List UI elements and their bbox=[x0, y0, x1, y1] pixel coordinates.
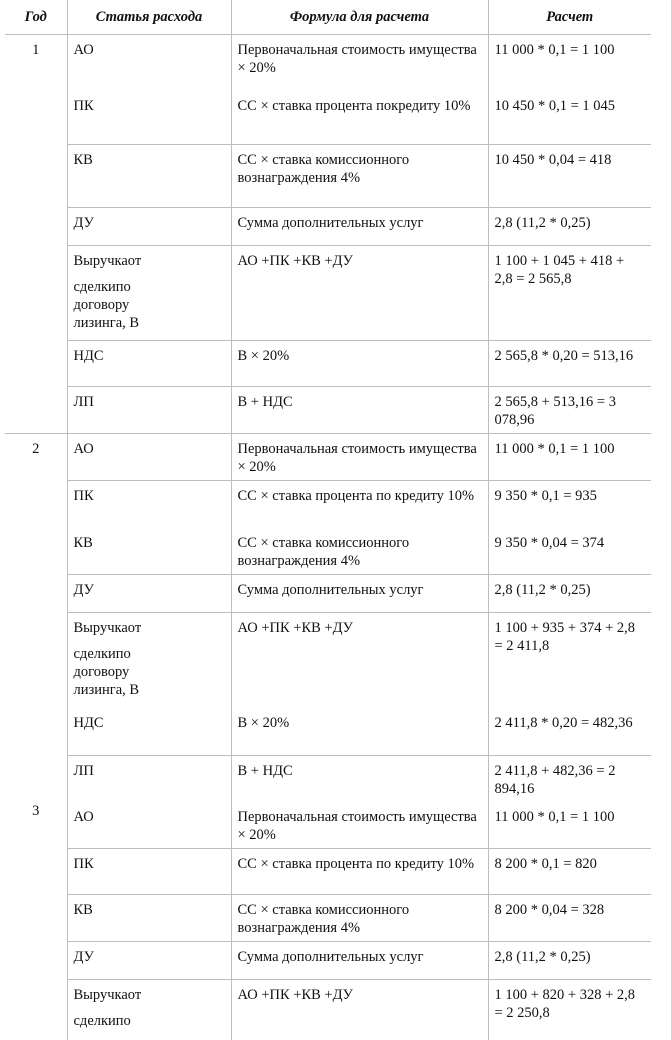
formula-cell: Первоначальная стоимость имущества × 20% bbox=[231, 434, 488, 481]
formula-cell: СС × ставка процента покредиту 10% bbox=[231, 91, 488, 145]
calc-cell: 2,8 (11,2 * 0,25) bbox=[488, 575, 651, 613]
table-row bbox=[5, 341, 651, 387]
table-row bbox=[5, 980, 651, 1040]
calc-cell: 2 565,8 + 513,16 = 3 078,96 bbox=[488, 387, 651, 434]
year-cell: 3 bbox=[32, 803, 40, 819]
table-row bbox=[5, 613, 651, 708]
formula-cell: АО +ПК +КВ +ДУ bbox=[231, 613, 488, 708]
calc-cell: 2 565,8 * 0,20 = 513,16 bbox=[488, 341, 651, 387]
item-cell-revenue: Выручкаот сделкипо договору лизинга, В bbox=[67, 246, 231, 341]
item-cell: ДУ bbox=[67, 942, 231, 980]
formula-cell: СС × ставка процента по кредиту 10% bbox=[231, 849, 488, 895]
calc-cell: 10 450 * 0,1 = 1 045 bbox=[488, 91, 651, 145]
formula-cell: Первоначальная стоимость имущества × 20% bbox=[231, 802, 488, 849]
item-cell: НДС bbox=[67, 341, 231, 387]
table-row bbox=[5, 481, 651, 528]
calc-cell: 1 100 + 820 + 328 + 2,8 = 2 250,8 bbox=[488, 980, 651, 1040]
formula-cell: В + НДС bbox=[231, 387, 488, 434]
item-cell: АО bbox=[67, 802, 231, 849]
calc-cell: 9 350 * 0,1 = 935 bbox=[488, 481, 651, 528]
formula-cell: СС × ставка комиссионного вознаграждения 4% bbox=[231, 528, 488, 575]
calc-cell: 1 100 + 1 045 + 418 + 2,8 = 2 565,8 bbox=[488, 246, 651, 341]
item-cell: ПК bbox=[67, 481, 231, 528]
header-formula: Формула для расчета bbox=[231, 0, 488, 35]
item-cell-revenue: Выручкаот сделкипо договору лизинга, В bbox=[67, 613, 231, 708]
header-year: Год bbox=[5, 0, 67, 35]
table-row bbox=[5, 895, 651, 942]
calc-cell: 2 411,8 + 482,36 = 2 894,16 bbox=[488, 756, 651, 803]
header-expense-item: Статья расхода bbox=[67, 0, 231, 35]
formula-cell: В + НДС bbox=[231, 756, 488, 803]
calc-cell: 11 000 * 0,1 = 1 100 bbox=[488, 434, 651, 481]
header-row bbox=[5, 0, 651, 35]
formula-cell: СС × ставка процента по кредиту 10% bbox=[231, 481, 488, 528]
table-row bbox=[5, 434, 651, 481]
item-cell: КВ bbox=[67, 528, 231, 575]
calc-cell: 8 200 * 0,04 = 328 bbox=[488, 895, 651, 942]
item-cell: ПК bbox=[67, 91, 231, 145]
table-row bbox=[5, 145, 651, 208]
year-cell: 2 bbox=[5, 434, 67, 803]
item-cell: КВ bbox=[67, 895, 231, 942]
calc-cell: 8 200 * 0,1 = 820 bbox=[488, 849, 651, 895]
formula-cell: СС × ставка комиссионного вознаграждения 4% bbox=[231, 145, 488, 208]
table-row bbox=[5, 708, 651, 756]
calc-cell: 11 000 * 0,1 = 1 100 bbox=[488, 802, 651, 849]
item-cell: ПК bbox=[67, 849, 231, 895]
item-cell: АО bbox=[67, 35, 231, 91]
calc-cell: 10 450 * 0,04 = 418 bbox=[488, 145, 651, 208]
table-row bbox=[5, 35, 651, 91]
item-cell: АО bbox=[67, 434, 231, 481]
table-row bbox=[5, 942, 651, 980]
item-cell: ДУ bbox=[67, 575, 231, 613]
item-cell: КВ bbox=[67, 145, 231, 208]
formula-cell: В × 20% bbox=[231, 708, 488, 756]
calc-cell: 2,8 (11,2 * 0,25) bbox=[488, 942, 651, 980]
table-row bbox=[5, 756, 651, 803]
table-row bbox=[5, 91, 651, 145]
item-cell: ЛП bbox=[67, 387, 231, 434]
formula-cell: Сумма дополнительных услуг bbox=[231, 575, 488, 613]
table-row bbox=[5, 208, 651, 246]
formula-cell: СС × ставка комиссионного вознаграждения 4% bbox=[231, 895, 488, 942]
calc-cell: 1 100 + 935 + 374 + 2,8 = 2 411,8 bbox=[488, 613, 651, 708]
formula-cell: АО +ПК +КВ +ДУ bbox=[231, 980, 488, 1040]
calc-cell: 2 411,8 * 0,20 = 482,36 bbox=[488, 708, 651, 756]
year-cell: 1 bbox=[32, 42, 40, 58]
item-cell: ЛП bbox=[67, 756, 231, 803]
calc-cell: 11 000 * 0,1 = 1 100 bbox=[488, 35, 651, 91]
item-cell: НДС bbox=[67, 708, 231, 756]
table-row bbox=[5, 246, 651, 341]
table-row bbox=[5, 528, 651, 575]
table-row bbox=[5, 575, 651, 613]
table-row bbox=[5, 387, 651, 434]
formula-cell: АО +ПК +КВ +ДУ bbox=[231, 246, 488, 341]
calc-cell: 2,8 (11,2 * 0,25) bbox=[488, 208, 651, 246]
calc-cell: 9 350 * 0,04 = 374 bbox=[488, 528, 651, 575]
table-row bbox=[5, 849, 651, 895]
table-row bbox=[5, 802, 651, 849]
formula-cell: Сумма дополнительных услуг bbox=[231, 942, 488, 980]
formula-cell: Первоначальная стоимость имущества × 20% bbox=[231, 35, 488, 91]
formula-cell: Сумма дополнительных услуг bbox=[231, 208, 488, 246]
item-cell: ДУ bbox=[67, 208, 231, 246]
formula-cell: В × 20% bbox=[231, 341, 488, 387]
item-cell-revenue: Выручкаот сделкипо bbox=[67, 980, 231, 1040]
header-calculation: Расчет bbox=[488, 0, 651, 35]
leasing-calculation-table bbox=[5, 0, 651, 1040]
